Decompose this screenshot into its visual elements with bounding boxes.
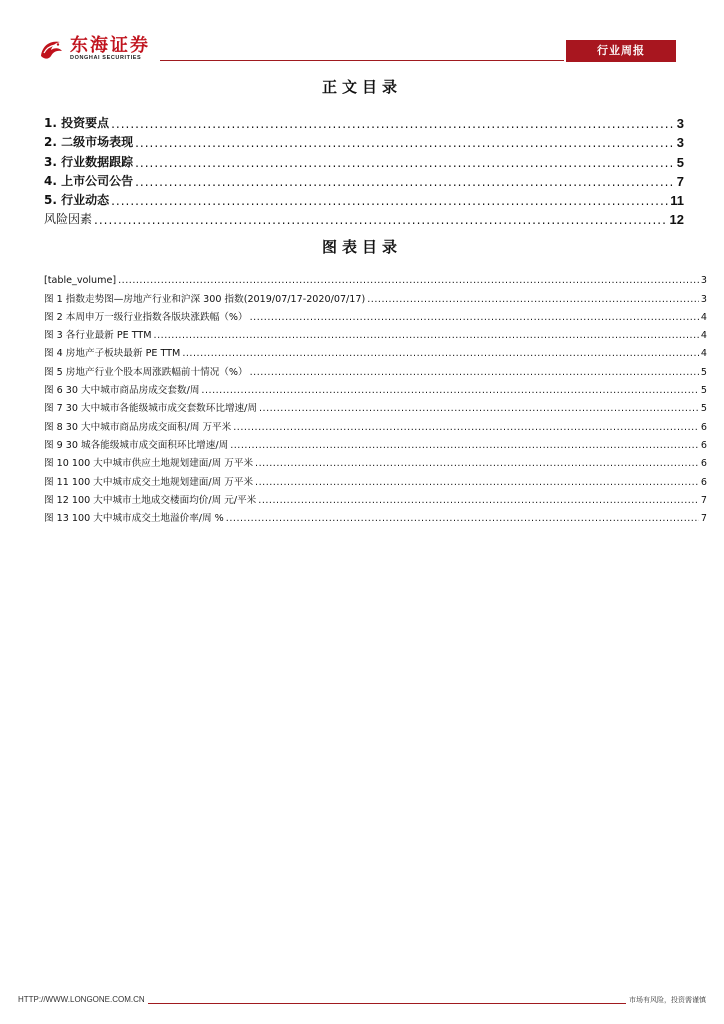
figure-leader bbox=[118, 275, 699, 286]
figure-entry[interactable] bbox=[44, 488, 707, 506]
figure-entry-label: 图 2 本周申万一级行业指数各版块涨跌幅（%） bbox=[44, 311, 248, 323]
company-logo bbox=[38, 36, 150, 62]
figure-entry-page: 5 bbox=[700, 403, 707, 415]
figure-entry-label: 图 8 30 大中城市商品房成交面积/周 万平米 bbox=[44, 421, 232, 433]
toc-leader bbox=[135, 156, 675, 170]
toc-leader bbox=[111, 194, 668, 208]
toc-entry-page: 3 bbox=[676, 116, 684, 132]
toc-entry-page: 7 bbox=[676, 173, 684, 189]
figure-leader bbox=[230, 440, 699, 451]
toc-entry-page: 3 bbox=[676, 135, 684, 151]
figure-entry-label: 图 11 100 大中城市成交土地规划建面/周 万平米 bbox=[44, 476, 254, 488]
company-name-cn: 东海证券 bbox=[70, 35, 150, 56]
dragon-logo-icon bbox=[38, 36, 66, 62]
figures-list bbox=[44, 268, 707, 524]
figure-entry-page: 4 bbox=[700, 348, 707, 360]
figure-entry[interactable] bbox=[44, 506, 707, 524]
footer-url-link[interactable]: HTTP://WWW.LONGONE.COM.CN bbox=[18, 995, 148, 1004]
figure-leader bbox=[201, 385, 698, 396]
figure-entry-page: 5 bbox=[700, 385, 707, 397]
figure-entry-label: 图 6 30 大中城市商品房成交套数/周 bbox=[44, 385, 200, 397]
figures-title: 图表目录 bbox=[321, 238, 402, 256]
figure-entry[interactable] bbox=[44, 433, 707, 451]
figure-entry[interactable] bbox=[44, 341, 707, 359]
figure-entry-page: 3 bbox=[700, 293, 707, 305]
figure-leader bbox=[250, 367, 699, 378]
figure-entry[interactable] bbox=[44, 396, 707, 414]
figure-entry[interactable] bbox=[44, 323, 707, 341]
toc-leader bbox=[111, 117, 675, 131]
figure-entry[interactable] bbox=[44, 359, 707, 377]
figure-leader bbox=[226, 513, 699, 524]
figure-entry-label: 图 12 100 大中城市土地成交楼面均价/周 元/平米 bbox=[44, 494, 257, 506]
toc-entry[interactable] bbox=[44, 150, 684, 169]
report-type-badge: 行业周报 bbox=[566, 40, 676, 62]
figure-leader bbox=[154, 330, 699, 341]
contents-title: 正文目录 bbox=[321, 78, 402, 96]
company-name-en: DONGHAI SECURITIES bbox=[70, 55, 142, 61]
figure-entry-page: 4 bbox=[700, 330, 707, 342]
figure-entry-label: 图 1 指数走势图—房地产行业和沪深 300 指数(2019/07/17-2020/07/17) bbox=[44, 293, 366, 305]
toc-entry[interactable] bbox=[44, 112, 684, 131]
figure-entry-label: 图 5 房地产行业个股本周涨跌幅前十情况（%） bbox=[44, 366, 248, 378]
contents-list bbox=[44, 112, 684, 227]
figure-entry[interactable] bbox=[44, 378, 707, 396]
figure-leader bbox=[258, 495, 699, 506]
figure-entry-label: 图 7 30 大中城市各能级城市成交套数环比增速/周 bbox=[44, 403, 257, 415]
figure-entry-page: 6 bbox=[700, 476, 707, 488]
figure-leader bbox=[255, 458, 699, 469]
toc-entry[interactable] bbox=[44, 131, 684, 150]
figure-leader bbox=[367, 294, 699, 305]
toc-leader bbox=[135, 136, 675, 150]
toc-entry-label: 3. 行业数据跟踪 bbox=[44, 154, 134, 169]
toc-entry[interactable] bbox=[44, 170, 684, 189]
figure-leader bbox=[255, 477, 699, 488]
page-header bbox=[0, 0, 724, 70]
figure-entry[interactable] bbox=[44, 268, 707, 286]
figure-entry-page: 7 bbox=[700, 494, 707, 506]
toc-entry-label: 风险因素 bbox=[44, 212, 93, 227]
toc-entry-page: 12 bbox=[669, 212, 684, 228]
figure-entry[interactable] bbox=[44, 414, 707, 432]
figure-entry-page: 6 bbox=[700, 439, 707, 451]
figure-entry-label: [table_volume] bbox=[44, 275, 117, 287]
figure-entry[interactable] bbox=[44, 469, 707, 487]
figure-entry-label: 图 3 各行业最新 PE TTM bbox=[44, 330, 152, 342]
figure-entry-label: 图 13 100 大中城市成交土地溢价率/周 % bbox=[44, 513, 224, 525]
figure-entry[interactable] bbox=[44, 451, 707, 469]
footer-disclaimer: 市场有风险，投资需谨慎 bbox=[626, 995, 706, 1005]
figure-entry-page: 3 bbox=[700, 275, 707, 287]
figure-leader bbox=[182, 348, 699, 359]
figure-leader bbox=[250, 312, 699, 323]
figure-leader bbox=[233, 422, 699, 433]
figure-entry-page: 4 bbox=[700, 311, 707, 323]
figure-entry-label: 图 10 100 大中城市供应土地规划建面/周 万平米 bbox=[44, 458, 254, 470]
toc-leader bbox=[135, 175, 675, 189]
toc-entry[interactable] bbox=[44, 189, 684, 208]
figure-entry-label: 图 4 房地产子板块最新 PE TTM bbox=[44, 348, 181, 360]
toc-entry-label: 1. 投资要点 bbox=[44, 116, 110, 131]
toc-entry[interactable] bbox=[44, 208, 684, 227]
toc-entry-page: 5 bbox=[676, 154, 684, 170]
header-divider bbox=[160, 60, 564, 61]
figure-entry-page: 6 bbox=[700, 458, 707, 470]
toc-entry-page: 11 bbox=[670, 192, 684, 208]
toc-leader bbox=[94, 213, 668, 227]
figure-entry[interactable] bbox=[44, 305, 707, 323]
figure-entry-page: 5 bbox=[700, 366, 707, 378]
figure-entry-page: 6 bbox=[700, 421, 707, 433]
figure-entry[interactable] bbox=[44, 286, 707, 304]
figure-entry-page: 7 bbox=[700, 513, 707, 525]
figure-entry-label: 图 9 30 城各能级城市成交面积环比增速/周 bbox=[44, 439, 229, 451]
figure-leader bbox=[259, 403, 699, 414]
toc-entry-label: 2. 二级市场表现 bbox=[44, 135, 134, 150]
toc-entry-label: 5. 行业动态 bbox=[44, 192, 110, 207]
toc-entry-label: 4. 上市公司公告 bbox=[44, 173, 134, 188]
